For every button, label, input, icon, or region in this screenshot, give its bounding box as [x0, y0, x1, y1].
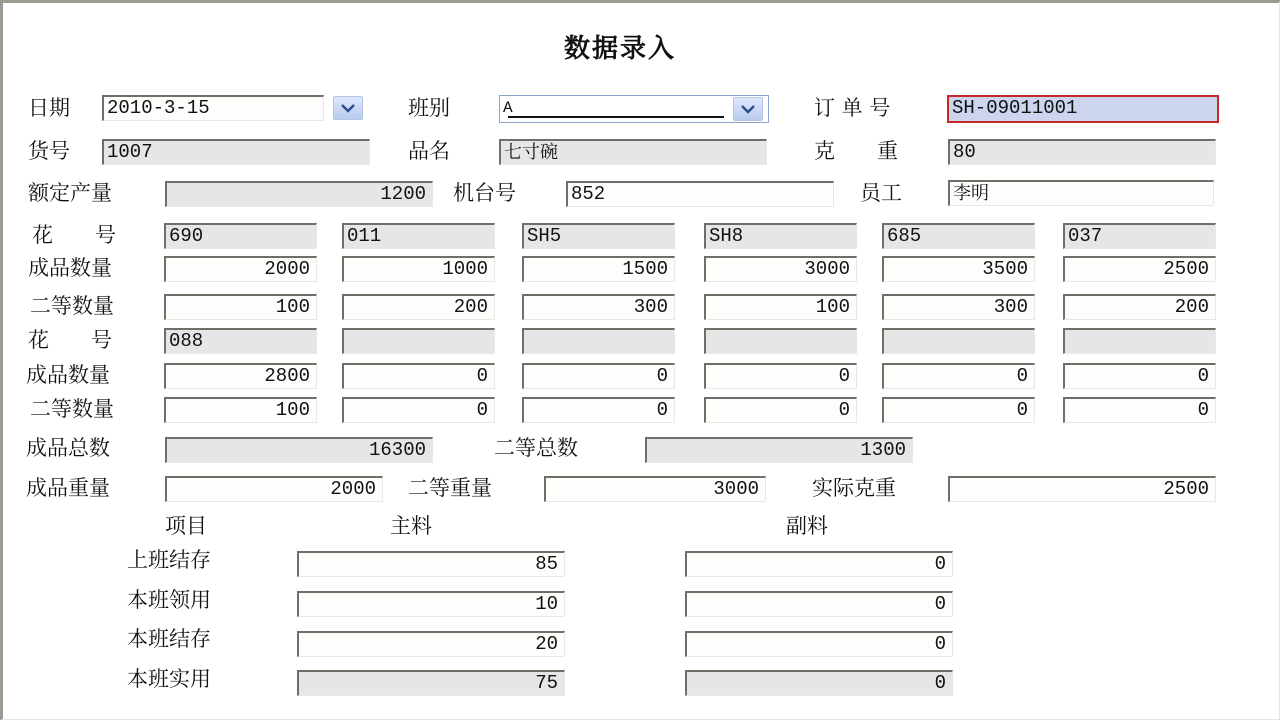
- employee-field[interactable]: 李明: [948, 180, 1214, 206]
- pattern-field[interactable]: SH8: [704, 223, 857, 249]
- materials-header-main: 主料: [390, 514, 432, 538]
- item-no-label: 货号: [28, 139, 70, 163]
- product-name-field[interactable]: 七寸碗: [499, 139, 767, 165]
- finished-weight-label: 成品重量: [26, 476, 110, 500]
- main-material-field[interactable]: 85: [297, 551, 565, 577]
- main-material-field[interactable]: 10: [297, 591, 565, 617]
- gram-weight-field[interactable]: 80: [948, 139, 1216, 165]
- second-qty-field[interactable]: 0: [882, 397, 1035, 423]
- finished-qty-label: 成品数量: [26, 363, 110, 387]
- finished-qty-field[interactable]: 0: [704, 363, 857, 389]
- shift-dropdown-button[interactable]: [733, 97, 763, 121]
- second-qty-field[interactable]: 0: [1063, 397, 1216, 423]
- materials-row-label: 本班结存: [127, 627, 211, 651]
- rated-output-label: 额定产量: [28, 181, 112, 205]
- aux-material-field[interactable]: 0: [685, 551, 953, 577]
- date-label: 日期: [28, 96, 70, 120]
- actual-gram-weight-label: 实际克重: [812, 476, 896, 500]
- pattern-label: 花 号: [28, 328, 112, 352]
- item-no-field[interactable]: 1007: [102, 139, 370, 165]
- second-qty-field[interactable]: 100: [164, 397, 317, 423]
- order-no-label: 订 单 号: [814, 96, 891, 120]
- shift-label: 班别: [408, 96, 450, 120]
- shift-underline: [508, 116, 724, 118]
- second-qty-field[interactable]: 0: [522, 397, 675, 423]
- pattern-field[interactable]: 690: [164, 223, 317, 249]
- second-total-field[interactable]: 1300: [645, 437, 913, 463]
- materials-header-item: 项目: [165, 514, 207, 538]
- finished-qty-field[interactable]: 0: [1063, 363, 1216, 389]
- pattern-field[interactable]: SH5: [522, 223, 675, 249]
- second-qty-field[interactable]: 300: [522, 294, 675, 320]
- pattern-field[interactable]: 037: [1063, 223, 1216, 249]
- aux-material-field[interactable]: 0: [685, 591, 953, 617]
- finished-total-field[interactable]: 16300: [165, 437, 433, 463]
- chevron-down-icon: [341, 104, 355, 113]
- finished-qty-field[interactable]: 1500: [522, 256, 675, 282]
- pattern-label: 花 号: [32, 223, 116, 247]
- finished-total-label: 成品总数: [26, 436, 110, 460]
- second-qty-field[interactable]: 0: [704, 397, 857, 423]
- second-qty-field[interactable]: 0: [342, 397, 495, 423]
- employee-label: 员工: [860, 181, 902, 205]
- second-qty-label: 二等数量: [30, 397, 114, 421]
- actual-gram-weight-field[interactable]: 2500: [948, 476, 1216, 502]
- finished-weight-field[interactable]: 2000: [165, 476, 383, 502]
- date-field[interactable]: 2010-3-15: [102, 95, 324, 121]
- machine-no-label: 机台号: [453, 181, 516, 205]
- finished-qty-field[interactable]: 2500: [1063, 256, 1216, 282]
- finished-qty-field[interactable]: 0: [522, 363, 675, 389]
- pattern-field[interactable]: [882, 328, 1035, 354]
- second-total-label: 二等总数: [494, 436, 578, 460]
- pattern-field[interactable]: [704, 328, 857, 354]
- second-qty-field[interactable]: 100: [704, 294, 857, 320]
- product-name-label: 品名: [408, 139, 450, 163]
- finished-qty-field[interactable]: 3000: [704, 256, 857, 282]
- second-qty-field[interactable]: 200: [342, 294, 495, 320]
- second-qty-field[interactable]: 100: [164, 294, 317, 320]
- second-weight-field[interactable]: 3000: [544, 476, 766, 502]
- finished-qty-field[interactable]: 0: [882, 363, 1035, 389]
- main-material-field[interactable]: 75: [297, 670, 565, 696]
- finished-qty-field[interactable]: 0: [342, 363, 495, 389]
- order-no-field[interactable]: SH-09011001: [947, 95, 1219, 123]
- finished-qty-label: 成品数量: [28, 256, 112, 280]
- machine-no-field[interactable]: 852: [566, 181, 834, 207]
- gram-weight-label: 克 重: [814, 139, 898, 163]
- finished-qty-field[interactable]: 2800: [164, 363, 317, 389]
- pattern-field[interactable]: 088: [164, 328, 317, 354]
- materials-header-aux: 副料: [786, 514, 828, 538]
- second-qty-field[interactable]: 300: [882, 294, 1035, 320]
- finished-qty-field[interactable]: 1000: [342, 256, 495, 282]
- shift-select[interactable]: [499, 95, 769, 123]
- date-dropdown-button[interactable]: [333, 96, 363, 120]
- chevron-down-icon: [741, 105, 755, 114]
- pattern-field[interactable]: 011: [342, 223, 495, 249]
- pattern-field[interactable]: 685: [882, 223, 1035, 249]
- main-material-field[interactable]: 20: [297, 631, 565, 657]
- pattern-field[interactable]: [522, 328, 675, 354]
- second-qty-label: 二等数量: [30, 294, 114, 318]
- aux-material-field[interactable]: 0: [685, 631, 953, 657]
- finished-qty-field[interactable]: 2000: [164, 256, 317, 282]
- materials-row-label: 本班实用: [127, 667, 211, 691]
- second-qty-field[interactable]: 200: [1063, 294, 1216, 320]
- materials-row-label: 上班结存: [127, 548, 211, 572]
- pattern-field[interactable]: [1063, 328, 1216, 354]
- shift-value: A: [503, 99, 513, 117]
- aux-material-field[interactable]: 0: [685, 670, 953, 696]
- pattern-field[interactable]: [342, 328, 495, 354]
- finished-qty-field[interactable]: 3500: [882, 256, 1035, 282]
- rated-output-field[interactable]: 1200: [165, 181, 433, 207]
- second-weight-label: 二等重量: [408, 476, 492, 500]
- materials-row-label: 本班领用: [127, 588, 211, 612]
- page-title: 数据录入: [563, 34, 676, 64]
